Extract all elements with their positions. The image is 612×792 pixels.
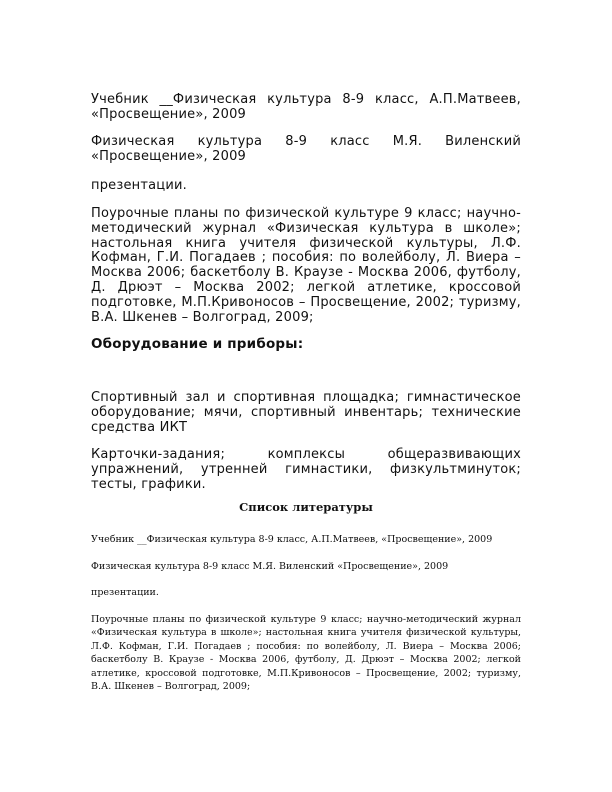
materials-list: Карточки-задания; комплексы общеразвивающих упражнений, утренней гимнастики, физкультминуток; тесты, графики. <box>91 447 521 493</box>
textbook-vilensky: Физическая культура 8-9 класс М.Я. Виленский «Просвещение», 2009 <box>91 134 521 164</box>
literature-item: Физическая культура 8-9 класс М.Я. Виленский «Просвещение», 2009 <box>91 560 449 572</box>
equipment-heading: Оборудование и приборы: <box>91 336 304 353</box>
literature-section <box>91 500 521 707</box>
presentations-item: презентации. <box>91 178 187 193</box>
literature-item: презентации. <box>91 587 159 598</box>
equipment-list: Спортивный зал и спортивная площадка; гимнастическое оборудование; мячи, спортивный инвентарь; технические средства ИКТ <box>91 390 521 436</box>
literature-heading: Список литературы <box>239 500 373 514</box>
textbook-matveev: Учебник __Физическая культура 8-9 класс, А.П.Матвеев, «Просвещение», 2009 <box>91 92 521 122</box>
slide-text-block <box>91 92 521 492</box>
literature-item: Учебник __Физическая культура 8-9 класс, А.П.Матвеев, «Просвещение», 2009 <box>91 534 493 545</box>
lesson-plans-item: Поурочные планы по физической культуре 9 класс; научно-методический журнал «Физическая культура в школе»; настольная книга учителя физической культуры, Л.Ф. Кофман, Г.И. Погадаев ; пособия: по волейболу, Л. Виера – Москва 2006; баскетболу В. Краузе - Москва 2006, футболу, Д. Дрюэт – Москва 2002; легкой атлетике, кроссовой подготовке, М.П.Кривоносов – Просвещение, 2002; туризму, В.А. Шкенев – Волгоград, 2009; <box>91 206 521 325</box>
literature-item: Поурочные планы по физической культуре 9 класс; научно-методический журнал «Физическая культура в школе»; настольная книга учителя физической культуры, Л.Ф. Кофман, Г.И. Погадаев ; пособия: по волейболу, Л. Виера – Москва 2006; баскетболу В. Краузе - Москва 2006, футболу, Д. Дрюэт – Москва 2002; легкой атлетике, кроссовой подготовке, М.П.Кривоносов – Просвещение, 2002; туризму, В.А. Шкенев – Волгоград, 2009; <box>91 613 521 693</box>
